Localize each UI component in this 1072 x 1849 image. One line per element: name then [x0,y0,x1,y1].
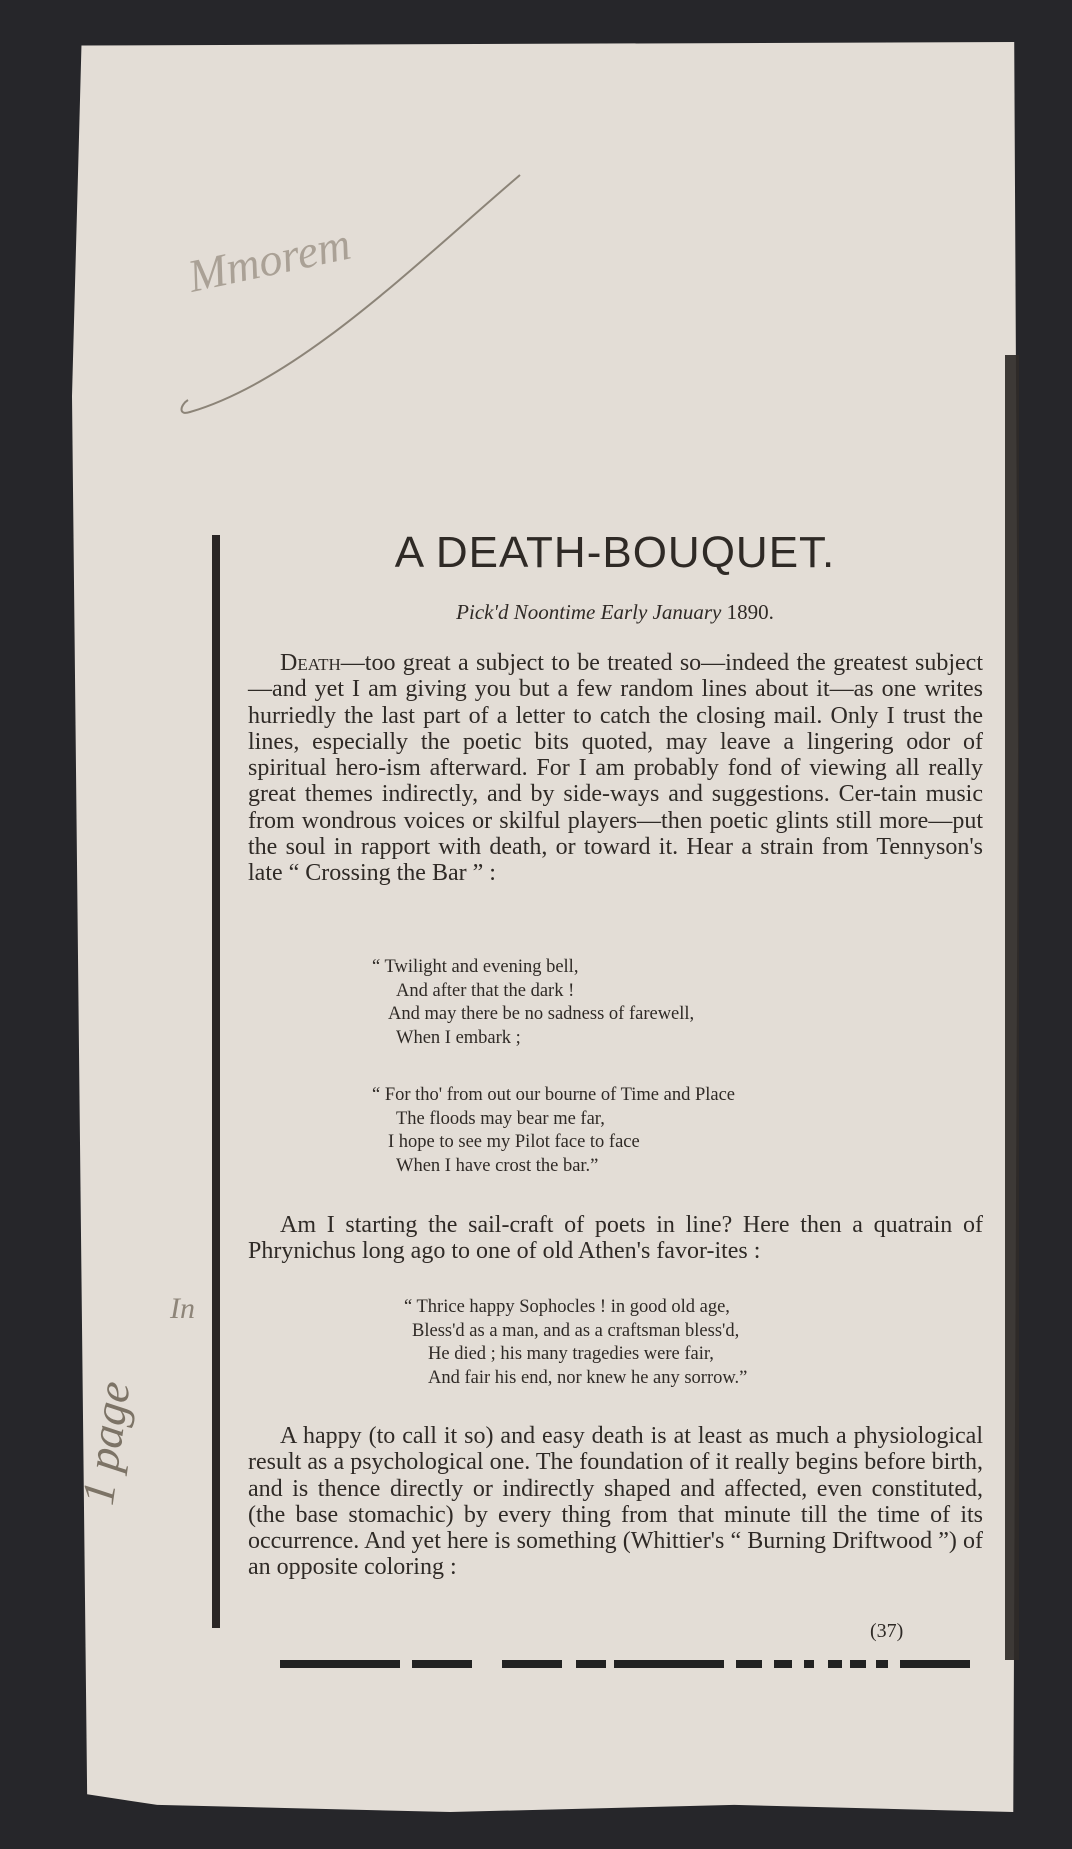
poem-line: “ For tho' from out our bourne of Time and Place [372,1085,736,1105]
poem-line: Bless'd as a man, and as a craftsman bless'd, [412,1320,740,1341]
dateline-text: Pick'd Noontime Early January [456,600,722,624]
page-title: A DEATH-BOUQUET. [394,528,836,577]
paragraph-2: Am I starting the sail-craft of poets in line? Here then a quatrain of Phrynichus long ago to one of old Athen's favor-ites : [248,1212,983,1265]
paragraph-3: A happy (to call it so) and easy death is at least as much a physiological result as a psychological one. The foundation of it really begins before birth, and is thence directly or indirectly shaped and affected, even constituted, (the base stomachic) by every thing from that minute till the time of its occurrence. And yet here is something (Whittier's “ Burning Driftwood ”) of an opposite coloring : [248,1423,983,1581]
right-margin-bar [1005,355,1019,1660]
poem-line: When I embark ; [396,1027,521,1048]
poem-line: When I have crost the bar.” [396,1155,599,1176]
page-number: (37) [870,1620,904,1642]
paragraph-1-text: —too great a subject to be treated so—indeed the greatest subject—and yet I am giving you but a few random lines about it—as one writes hurriedly the last part of a letter to catch the closing mail. Only I trust the lines, especially the poetic bits quoted, may leave a lingering odor of spiritual hero-ism afterward. For I am probably fond of viewing all really great themes indirectly, and by side-ways and suggestions. Cer-tain music from wondrous voices or skilful players—then poetic glints still more—put the soul in rapport with death, or toward it. Hear a strain from Tennyson's late “ Crossing the Bar ” : [248,650,983,887]
poem-line: And fair his end, nor knew he any sorrow.” [428,1367,748,1388]
handwriting-margin-in: In [170,1292,195,1325]
left-margin-bar [212,535,220,1628]
poem-line: And after that the dark ! [396,980,575,1001]
poem-line: And may there be no sadness of farewell, [388,1004,695,1024]
paragraph-1 [248,650,983,887]
poem-line: The floods may bear me far, [396,1108,605,1129]
dateline-year: 1890. [726,600,774,624]
paragraph-1-lead: Death [280,650,341,676]
poem-1-stanza-1 [372,956,694,1050]
bottom-rule [280,1660,970,1668]
handwriting-top-left: Mmorem [183,217,355,302]
poem-line: “ Twilight and evening bell, [372,957,579,977]
poem-line: He died ; his many tragedies were fair, [428,1344,714,1364]
poem-line: “ Thrice happy Sophocles ! in good old age, [404,1297,730,1317]
poem-2 [404,1296,747,1390]
poem-line: I hope to see my Pilot face to face [388,1132,640,1152]
dateline [285,600,945,625]
poem-1-stanza-2 [372,1084,735,1178]
handwriting-margin-page: 1 page [71,1378,140,1508]
